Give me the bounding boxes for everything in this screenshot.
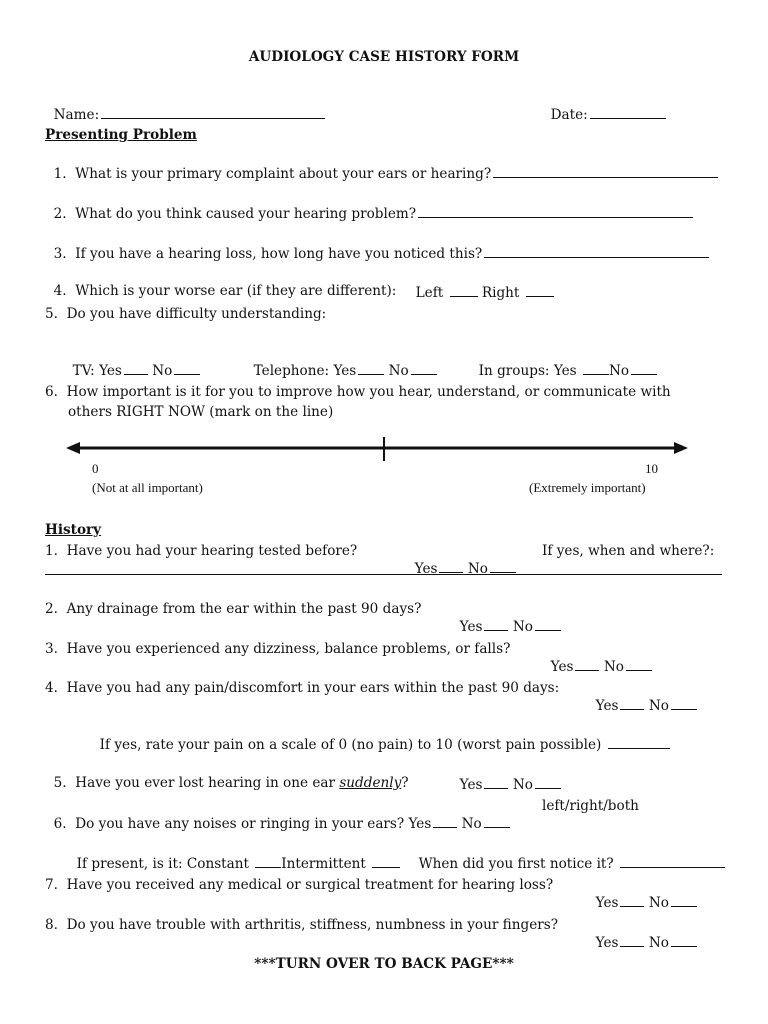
pp-q5-groups-no-field[interactable] [631,361,657,375]
hist-q6-intermittent-label: Intermittent [281,856,366,872]
pp-q5-phone-no-label: No [388,363,409,379]
importance-scale[interactable] [60,434,700,464]
hist-q5-no-field[interactable] [535,775,561,789]
scale-right-arrowhead [674,442,688,454]
form-title: AUDIOLOGY CASE HISTORY FORM [248,49,520,65]
hist-q4-rate-text: If yes, rate your pain on a scale of 0 (no pain) to 10 (worst pain possible) [99,737,602,753]
hist-q1-yes-field[interactable] [439,559,463,573]
pp-q5-tv-yes-field[interactable] [124,361,148,375]
pp-q2-field[interactable] [418,204,693,218]
hist-q2-no-label: No [512,619,533,635]
hist-q7-options [587,877,697,911]
pp-q5-tv [64,345,200,379]
pp-q3-field[interactable] [484,244,709,258]
hist-q2-options [451,601,561,635]
hist-q1-no-label: No [467,561,488,577]
hist-q8-yes-field[interactable] [620,933,644,947]
hist-q4-yes-field[interactable] [620,696,644,710]
hist-q2-yes-field[interactable] [484,617,508,631]
date-field[interactable] [590,105,666,119]
pp-question-6-line1: 6. How important is it for you to improve how you hear, understand, or communicate with [45,384,671,400]
hist-q1-where-field[interactable] [45,574,722,575]
hist-q4-yes-label: Yes [595,698,619,714]
pp-q5-groups-no-label: No [608,363,630,379]
hist-q6-notice [410,838,725,872]
pp-q2-text: 2. What do you think caused your hearing problem? [53,206,417,222]
pp-q4-text: 4. Which is your worse ear (if they are different): [53,283,397,299]
hist-q7-yes-field[interactable] [620,893,644,907]
date-row [542,89,666,123]
pp-q5-groups-yes-label: In groups: Yes [478,363,577,379]
hist-q7-yes-label: Yes [595,895,619,911]
hist-q6-no-label: No [461,816,482,832]
pp-q5-phone-no-field[interactable] [411,361,437,375]
scale-min-label: (Not at all important) [92,480,203,495]
hist-q5-no-label: No [512,777,533,793]
hist-q6-present [68,838,400,872]
pp-question-5: 5. Do you have difficulty understanding: [45,306,327,322]
hist-q3-no-label: No [603,659,624,675]
hist-q6-intermittent-field[interactable] [372,854,400,868]
pp-q4-right-label: Right [481,285,520,301]
hist-q6-side: left/right/both [542,798,639,814]
scale-max-label: (Extremely important) [529,480,646,495]
pp-q4-left-label: Left [415,285,444,301]
hist-q3-yes-label: Yes [550,659,574,675]
hist-question-4: 4. Have you had any pain/discomfort in your ears within the past 90 days: [45,680,560,696]
hist-q6-text: 6. Do you have any noises or ringing in your ears? Yes [53,816,432,832]
pp-q5-phone-yes-field[interactable] [358,361,384,375]
hist-q4-options [587,680,697,714]
hist-q8-options [587,917,697,951]
hist-q5-yes-field[interactable] [484,775,508,789]
hist-q4-no-field[interactable] [671,696,697,710]
hist-q5-emphasis: suddenly [339,775,402,791]
section-presenting-heading: Presenting Problem [45,127,197,143]
hist-q5-options [451,759,561,793]
pp-question-2 [45,188,693,222]
pp-q5-telephone [245,345,437,379]
pp-q5-groups-yes-field[interactable] [583,361,609,375]
hist-q8-yes-label: Yes [595,935,619,951]
name-row [45,89,325,123]
hist-q3-options [542,641,652,675]
pp-q5-tv-no-label: No [152,363,173,379]
date-label: Date: [550,107,588,123]
hist-q4-no-label: No [648,698,669,714]
hist-q6-constant-label: If present, is it: Constant [76,856,249,872]
hist-q6-notice-label: When did you first notice it? [418,856,614,872]
hist-question-5 [45,759,409,791]
pp-question-3 [45,228,709,262]
scale-max-value: 10 [645,461,658,476]
pp-question-6-line2: others RIGHT NOW (mark on the line) [68,404,334,420]
hist-q1-yes-label: Yes [414,561,438,577]
pp-q5-groups [470,345,657,379]
hist-q5-yes-label: Yes [459,777,483,793]
hist-q3-yes-field[interactable] [575,657,599,671]
hist-q4-rate-field[interactable] [608,735,670,749]
pp-question-4 [45,267,396,299]
hist-q1-where-label: If yes, when and where?: [542,543,715,559]
hist-q4-rate [91,719,670,753]
pp-q1-text: 1. What is your primary complaint about your ears or hearing? [53,166,492,182]
pp-q5-tv-no-field[interactable] [174,361,200,375]
name-field[interactable] [101,105,325,119]
hist-q5-qmark: ? [401,775,409,791]
turn-over-notice: ***TURN OVER TO BACK PAGE*** [254,956,514,972]
hist-q6-constant-field[interactable] [255,854,281,868]
pp-q1-field[interactable] [493,164,718,178]
pp-q3-text: 3. If you have a hearing loss, how long have you noticed this? [53,246,483,262]
pp-question-1 [45,148,718,182]
hist-q3-no-field[interactable] [626,657,652,671]
hist-q2-yes-label: Yes [459,619,483,635]
pp-q4-right-field[interactable] [526,283,554,297]
hist-question-3: 3. Have you experienced any dizziness, balance problems, or falls? [45,641,511,657]
hist-q6-notice-field[interactable] [620,854,725,868]
hist-q6-no-field[interactable] [484,814,510,828]
hist-q1-no-field[interactable] [490,559,516,573]
scale-left-arrowhead [66,442,80,454]
hist-question-2: 2. Any drainage from the ear within the past 90 days? [45,601,422,617]
pp-q4-left-field[interactable] [450,283,478,297]
hist-q7-no-label: No [648,895,669,911]
pp-q5-phone-yes-label: Telephone: Yes [253,363,357,379]
pp-q4-options [407,267,554,301]
section-history-heading: History [45,522,102,538]
hist-q1-options [406,543,516,577]
name-label: Name: [53,107,100,123]
hist-question-7: 7. Have you received any medical or surgical treatment for hearing loss? [45,877,554,893]
hist-question-1: 1. Have you had your hearing tested before? [45,543,358,559]
hist-q6-yes-field[interactable] [433,814,457,828]
hist-q7-no-field[interactable] [671,893,697,907]
hist-q8-no-label: No [648,935,669,951]
hist-q2-no-field[interactable] [535,617,561,631]
scale-min-value: 0 [92,461,99,476]
hist-q8-no-field[interactable] [671,933,697,947]
hist-question-8: 8. Do you have trouble with arthritis, stiffness, numbness in your fingers? [45,917,558,933]
hist-q5-text: 5. Have you ever lost hearing in one ear [53,775,340,791]
hist-question-6 [45,798,510,832]
pp-q5-tv-yes-label: TV: Yes [72,363,122,379]
